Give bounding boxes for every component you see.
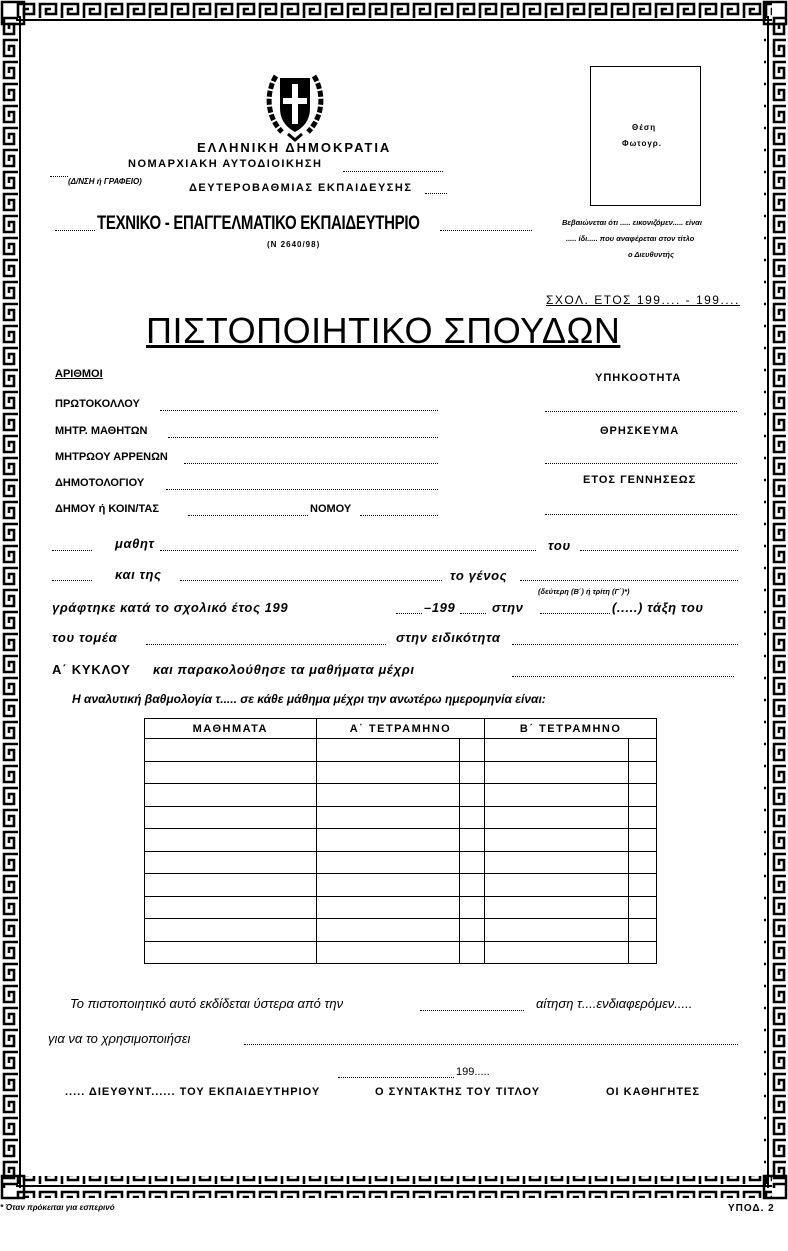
mother-prefix-field[interactable]	[52, 580, 92, 581]
grade-cell[interactable]	[485, 919, 629, 942]
attended-until-field[interactable]	[512, 676, 734, 677]
subject-cell[interactable]	[145, 896, 317, 919]
school-blank-right[interactable]	[440, 230, 532, 231]
grade-cell[interactable]	[629, 829, 657, 852]
specialty-field[interactable]	[512, 644, 738, 645]
table-row[interactable]	[145, 806, 657, 829]
republic-heading: ΕΛΛΗΝΙΚΗ ΔΗΜΟΚΡΑΤΙΑ	[197, 140, 392, 155]
municipal-reg-label: ΔΗΜΟΤΟΛΟΓΙΟΥ	[55, 477, 145, 489]
citizenship-field[interactable]	[545, 411, 737, 412]
grade-cell[interactable]	[629, 806, 657, 829]
father-field[interactable]	[580, 550, 738, 551]
student-prefix-field[interactable]	[52, 550, 92, 551]
grade-cell[interactable]	[460, 874, 485, 897]
class-label: (.....) τάξη του	[612, 600, 704, 615]
subject-cell[interactable]	[145, 874, 317, 897]
municipal-reg-field[interactable]	[166, 489, 438, 490]
subject-cell[interactable]	[145, 829, 317, 852]
grade-cell[interactable]	[460, 941, 485, 964]
grade-cell[interactable]	[460, 739, 485, 762]
enrolled-label: γράφτηκε κατά το σχολικό έτος 199	[52, 600, 289, 615]
year-end-field[interactable]	[460, 613, 486, 614]
use-purpose-field[interactable]	[244, 1044, 738, 1045]
request-label: αίτηση τ....ενδιαφερόμεν.....	[536, 996, 693, 1011]
grade-cell[interactable]	[316, 896, 460, 919]
prefecture-field[interactable]	[360, 515, 438, 516]
table-row[interactable]	[145, 919, 657, 942]
photo-label-1: Θέση	[632, 123, 657, 132]
table-row[interactable]	[145, 851, 657, 874]
header-first-term: Α΄ ΤΕΤΡΑΜΗΝΟ	[316, 719, 485, 739]
subject-cell[interactable]	[145, 941, 317, 964]
table-row[interactable]	[145, 739, 657, 762]
subject-cell[interactable]	[145, 739, 317, 762]
grade-cell[interactable]	[460, 851, 485, 874]
grade-cell[interactable]	[460, 896, 485, 919]
directorate-note: (Δ/ΝΣΗ ή ΓΡΑΦΕΙΟ)	[68, 177, 142, 186]
sector-field[interactable]	[146, 644, 386, 645]
photo-certify-2: ..... ίδι..... που αναφέρεται στον τίτλο	[566, 234, 695, 243]
mother-field[interactable]	[180, 580, 442, 581]
school-year: ΣΧΟΛ. ΕΤΟΣ 199.... - 199....	[546, 293, 740, 307]
nee-label: το γένος	[450, 568, 508, 583]
citizenship-label: ΥΠΗΚΟΟΤΗΤΑ	[595, 372, 682, 384]
header-second-term: Β΄ ΤΕΤΡΑΜΗΝΟ	[485, 719, 657, 739]
table-row[interactable]	[145, 761, 657, 784]
grade-cell[interactable]	[485, 941, 629, 964]
header-subjects: ΜΑΘΗΜΑΤΑ	[145, 719, 317, 739]
grade-cell[interactable]	[460, 829, 485, 852]
male-reg-label: ΜΗΤΡΩΟΥ ΑΡΡΕΝΩΝ	[55, 451, 168, 463]
secondary-heading: ΔΕΥΤΕΡΟΒΑΘΜΙΑΣ ΕΚΠΑΙΔΕΥΣΗΣ	[189, 182, 413, 194]
prefecture-heading: ΝΟΜΑΡΧΙΑΚΗ ΑΥΤΟΔΙΟΙΚΗΣΗ	[128, 158, 323, 170]
author-signature: Ο ΣΥΝΤΑΚΤΗΣ ΤΟΥ ΤΙΤΛΟΥ	[375, 1086, 541, 1098]
grade-cell[interactable]	[629, 941, 657, 964]
evening-school-note: * Όταν πρόκειται για εσπερινό	[0, 1203, 115, 1212]
issued-label: Το πιστοποιητικό αυτό εκδίδεται ύστερα από την	[70, 996, 344, 1011]
birth-year-field[interactable]	[545, 514, 737, 515]
grades-table	[144, 718, 657, 964]
grade-cell[interactable]	[629, 874, 657, 897]
law-reference: (Ν 2640/98)	[267, 240, 321, 249]
grade-cell[interactable]	[629, 761, 657, 784]
student-reg-label: ΜΗΤΡ. ΜΑΘΗΤΩΝ	[55, 425, 148, 437]
grade-cell[interactable]	[460, 919, 485, 942]
grade-cell[interactable]	[316, 739, 460, 762]
student-label: μαθητ	[115, 536, 155, 551]
grade-cell[interactable]	[316, 874, 460, 897]
in-label: στην	[492, 600, 524, 615]
grade-note: (δεύτερη (Β΄) ή τρίτη (Γ΄)*)	[538, 587, 630, 596]
coat-of-arms-icon	[262, 70, 328, 142]
grade-cell[interactable]	[629, 739, 657, 762]
grade-cell[interactable]	[460, 761, 485, 784]
photo-placeholder[interactable]	[590, 66, 701, 206]
director-signature: ..... ΔΙΕΥΘΥΝΤ...... ΤΟΥ ΕΚΠΑΙΔΕΥΤΗΡΙΟΥ	[65, 1086, 321, 1098]
grade-cell[interactable]	[316, 829, 460, 852]
grade-cell[interactable]	[485, 739, 629, 762]
grade-cell[interactable]	[316, 806, 460, 829]
table-row[interactable]	[145, 784, 657, 807]
table-row[interactable]	[145, 896, 657, 919]
prefecture-blank[interactable]	[343, 171, 443, 172]
municipality-field[interactable]	[188, 515, 308, 516]
grade-cell[interactable]	[485, 784, 629, 807]
year-start-field[interactable]	[396, 613, 422, 614]
grade-cell[interactable]	[629, 896, 657, 919]
grade-cell[interactable]	[460, 806, 485, 829]
municipality-label: ΔΗΜΟΥ ή ΚΟΙΝ/ΤΑΣ	[55, 503, 159, 515]
photo-certify-1: Βεβαιώνεται ότι ..... εικονιζόμεν..... είναι	[562, 218, 702, 227]
place-date-field[interactable]	[338, 1077, 454, 1078]
grade-cell[interactable]	[485, 896, 629, 919]
table-row[interactable]	[145, 829, 657, 852]
grade-cell[interactable]	[629, 784, 657, 807]
use-label: για να το χρησιμοποιήσει	[48, 1031, 191, 1046]
religion-label: ΘΡΗΣΚΕΥΜΑ	[600, 425, 680, 437]
cycle-label: Α΄ ΚΥΚΛΟΥ	[52, 662, 131, 677]
year-dash-label: –199	[424, 600, 456, 615]
grade-cell[interactable]	[316, 919, 460, 942]
subject-cell[interactable]	[145, 784, 317, 807]
grade-cell[interactable]	[629, 851, 657, 874]
student-name-field[interactable]	[160, 550, 536, 551]
of-label: του	[548, 538, 571, 553]
religion-field[interactable]	[545, 463, 737, 464]
date-year: 199.....	[456, 1066, 490, 1078]
grade-cell[interactable]	[485, 851, 629, 874]
subject-cell[interactable]	[145, 851, 317, 874]
grade-cell[interactable]	[485, 806, 629, 829]
sector-label: του τομέα	[52, 630, 118, 645]
school-name: ΤΕΧΝΙΚΟ - ΕΠΑΓΓΕΛΜΑΤΙΚΟ ΕΚΠΑΙΔΕΥΤΗΡΙΟ	[97, 212, 420, 235]
secondary-blank[interactable]	[425, 193, 447, 194]
photo-label-2: Φωτογρ.	[622, 139, 662, 148]
grade-cell[interactable]	[485, 829, 629, 852]
student-reg-field[interactable]	[168, 437, 438, 438]
grade-cell[interactable]	[460, 784, 485, 807]
prefecture-label: ΝΟΜΟΥ	[310, 503, 352, 515]
form-code: ΥΠΟΔ. 2	[728, 1203, 775, 1214]
numbers-label: ΑΡΙΘΜΟΙ	[55, 368, 103, 380]
class-field[interactable]	[540, 613, 610, 614]
directorate-blank[interactable]	[50, 176, 68, 177]
table-row[interactable]	[145, 941, 657, 964]
grade-cell[interactable]	[629, 919, 657, 942]
protocol-field[interactable]	[160, 410, 438, 411]
nee-field[interactable]	[520, 580, 738, 581]
grade-cell[interactable]	[316, 784, 460, 807]
grade-cell[interactable]	[316, 941, 460, 964]
grade-cell[interactable]	[316, 761, 460, 784]
specialty-label: στην ειδικότητα	[396, 630, 501, 645]
male-reg-field[interactable]	[184, 463, 438, 464]
grading-text: Η αναλυτική βαθμολογία τ..... σε κάθε μάθημα μέχρι την ανωτέρω ημερομηνία είναι:	[72, 692, 546, 706]
request-date-field[interactable]	[420, 1010, 524, 1011]
photo-certify-3: ο Διευθυντής	[628, 250, 674, 259]
teachers-signature: ΟΙ ΚΑΘΗΓΗΤΕΣ	[606, 1086, 700, 1098]
protocol-label: ΠΡΩΤΟΚΟΛΛΟΥ	[55, 398, 140, 410]
attended-label: και παρακολούθησε τα μαθήματα μέχρι	[153, 662, 415, 677]
and-of-label: και της	[115, 567, 162, 582]
subject-cell[interactable]	[145, 761, 317, 784]
grade-cell[interactable]	[316, 851, 460, 874]
birth-year-label: ΕΤΟΣ ΓΕΝΝΗΣΕΩΣ	[583, 474, 697, 486]
grade-cell[interactable]	[485, 874, 629, 897]
table-row[interactable]	[145, 874, 657, 897]
grade-cell[interactable]	[485, 761, 629, 784]
subject-cell[interactable]	[145, 806, 317, 829]
school-blank-left[interactable]	[55, 230, 95, 231]
subject-cell[interactable]	[145, 919, 317, 942]
page-title: ΠΙΣΤΟΠΟΙΗΤΙΚΟ ΣΠΟΥΔΩΝ	[146, 310, 621, 351]
